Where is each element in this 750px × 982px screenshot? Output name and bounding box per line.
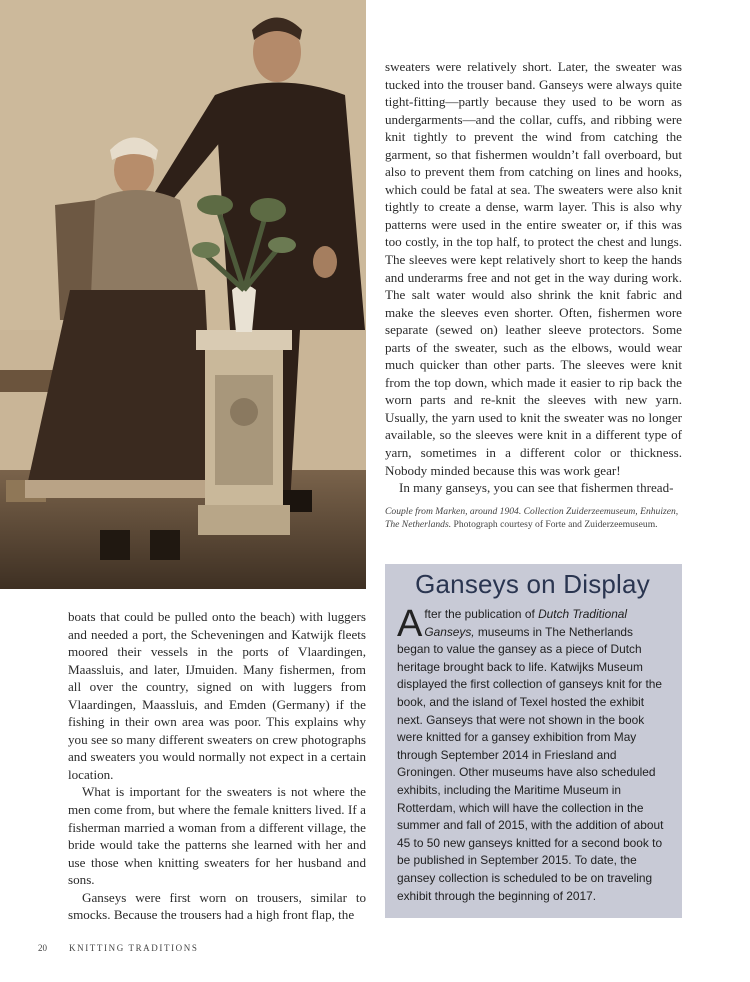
drop-cap: A [397,603,423,645]
photo-caption [385,505,682,531]
pedestal-top [196,330,292,350]
sidebar-body [397,603,668,905]
couple-photograph [0,0,366,589]
caption-credit: Photograph courtesy of Forte and Zuiderzeemuseum. [451,519,658,531]
paragraph: Ganseys were first worn on trousers, similar to smocks. Because the trousers had a high front flap, the [68,889,366,923]
sidebar-box [385,564,682,918]
paragraph: sweaters were relatively short. Later, the sweater was tucked into the trouser band. Ganseys were always quite tight-fitting—partly because they used to be worn as undergarments—and the collar, cuffs, and ribbing were knit tightly to prevent the wind from catching the garment, so that fishermen wouldn’t fall overboard, but also to prevent them from catching on lines and hooks, which could be fatal at sea. The sweaters were also knit tightly to create a dense, warm layer. This is also why patterns were used in the entire sweater or, if this was too costly, in the top half, to protect the chest and lungs. The sleeves were kept relatively short to keep the hands and underarms free and not get in the way during work. The salt water would also shrink the knit fabric and make the sleeves even shorter. Often, fishermen wore separate (sewed on) leather sleeve protectors. Some parts of the sweater, such as the elbows, would wear much quicker than other parts. The sleeves were knit from the top down, which made it easier to rip back the worn parts and re-knit the sleeves with new yarn. Usually, the yarn used to knit the sweater was no longer available, so the sleeves were knit in a different type of yarn, sometimes in a different color or thickness. Nobody minded because this was work gear! [385,59,682,478]
photo-illustration [0,0,366,589]
sidebar-title: Ganseys on Display [415,569,650,599]
publication-title: KNITTING TRADITIONS [69,943,199,953]
paragraph: boats that could be pulled onto the beach) with luggers and needed a port, the Scheveningen and Katwijk fleets moored their vessels in the ports of Vlaardingen, Maassluis, and later, IJmuiden. Many fishermen, from all over the country, signed on with luggers from Vlaardingen, Maassluis, and Emden (Germany) if the fishing in their own area was poor. This explains why you see so many different sweaters on crew photographs and sweaters you would normally not expect in a certain location. [68,609,366,782]
paragraph: What is important for the sweaters is not where the men come from, but where the female knitters lived. If a fisherman married a woman from a different village, the bride would take the patterns she learned with her and use those when knitting sweaters for her husband and sons. [68,784,366,888]
left-text-column [68,608,366,924]
page-number: 20 [38,943,47,953]
paragraph: In many ganseys, you can see that fishermen thread- [399,480,674,496]
page-footer [38,943,198,953]
right-text-column [385,58,682,497]
sidebar-text: fter the publication of [424,607,539,621]
book-title: Dutch Traditional Ganseys, [424,607,628,639]
flower-vase [232,285,256,332]
caption-title: Couple from Marken, around 1904. Collection Zuiderzeemuseum, Enhuizen, The Netherlands. [385,506,679,531]
sidebar-text: museums in The Netherlands began to value the gansey as a piece of Dutch heritage brought back to life. Katwijks Museum displayed the first collection of ganseys knit for the book, and the island of Texel hosted the exhibit next. Ganseys that were not shown in the book were knitted for a gansey exhibition from May through September 2014 in Friesland and Groningen. Other museums have also scheduled exhibits, including the Maritime Museum in Rotterdam, which will have the collection in the summer and fall of 2015, with the addition of about 45 to 50 new ganseys knitted for a second book to be published in September 2015. To date, the gansey collection is scheduled to be on traveling exhibit through the beginning of 2017. [397,624,664,903]
